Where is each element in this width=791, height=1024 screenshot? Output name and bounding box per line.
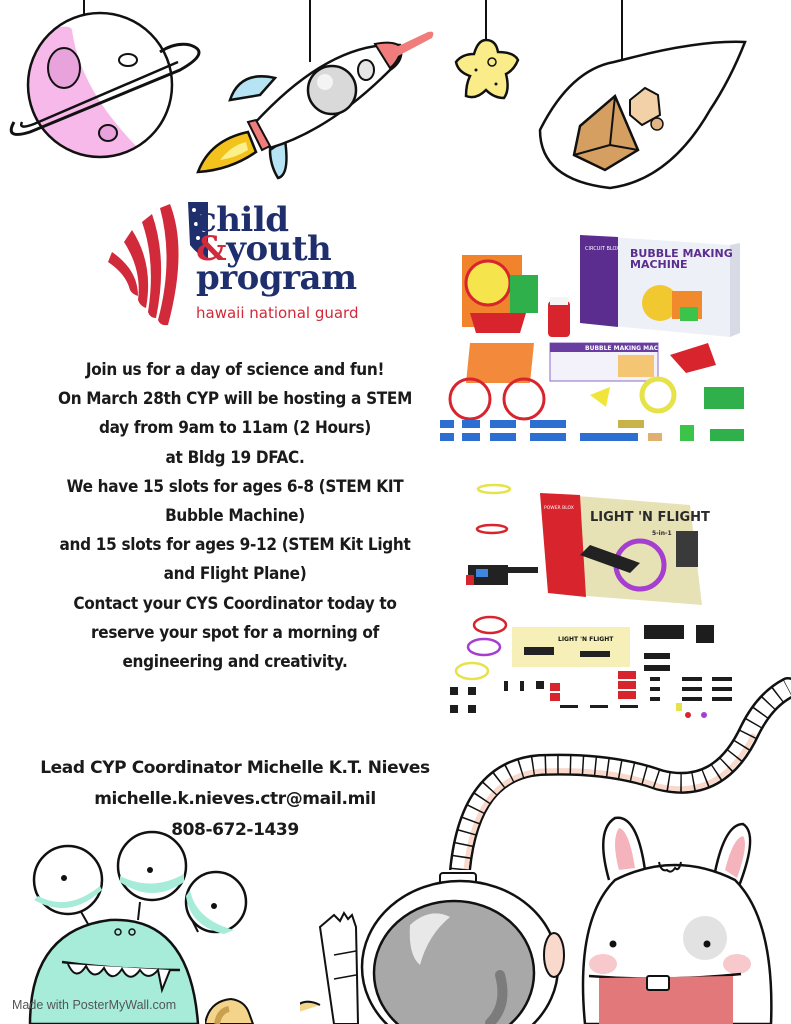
monster-illustration	[20, 820, 260, 1024]
body-line: Bubble Machine)	[165, 506, 305, 527]
bubble-machine-kit-photo	[440, 215, 780, 450]
monkey-peek-illustration	[205, 995, 275, 1024]
logo-ampersand: &	[196, 229, 227, 270]
logo-line-child: child	[196, 200, 289, 240]
event-description	[30, 356, 440, 677]
body-line: We have 15 slots for ages 6-8 (STEM KIT	[66, 476, 404, 497]
bunny-illustration	[575, 810, 791, 1024]
star-illustration	[452, 0, 532, 110]
logo-wordmark	[196, 200, 357, 299]
coordinator-name: Lead CYP Coordinator Michelle K.T. Nieves	[40, 758, 430, 778]
body-line: Join us for a day of science and fun!	[85, 360, 385, 380]
box-title: LIGHT 'N FLIGHT	[590, 510, 710, 525]
astronaut-illustration	[300, 855, 600, 1024]
manual-title: BUBBLE MAKING MACHINE	[585, 345, 675, 352]
body-line: reserve your spot for a morning of	[91, 622, 379, 643]
rocket-illustration	[190, 0, 440, 190]
body-line: and 15 slots for ages 9-12 (STEM Kit Light	[59, 535, 411, 556]
box-title-2: MACHINE	[630, 258, 688, 271]
box-brand: CIRCUIT BLOX	[585, 246, 620, 252]
flag-swoosh-icon	[108, 200, 208, 330]
meteor-illustration	[530, 0, 760, 195]
ringed-planet-illustration	[0, 0, 220, 190]
coordinator-email: michelle.k.nieves.ctr@mail.mil	[94, 789, 376, 809]
box-subtitle: 5-in-1	[652, 530, 672, 537]
watermark: Made with PosterMyWall.com	[12, 998, 177, 1012]
body-line: and Flight Plane)	[163, 564, 307, 585]
body-line: day from 9am to 11am (2 Hours)	[98, 418, 371, 439]
body-line: Contact your CYS Coordinator today to	[73, 593, 397, 614]
logo-subtitle: hawaii national guard	[196, 304, 359, 322]
body-line: at Bldg 19 DFAC.	[165, 447, 305, 468]
box-brand: POWER BLOX	[544, 506, 574, 511]
logo-word-youth: youth	[226, 229, 332, 270]
manual-title: LIGHT 'N FLIGHT	[558, 636, 614, 643]
body-line: engineering and creativity.	[122, 652, 348, 673]
coordinator-phone: 808-672-1439	[171, 820, 299, 840]
box-title-1: BUBBLE MAKING	[630, 247, 733, 260]
body-line: On March 28th CYP will be hosting a STEM	[58, 389, 412, 410]
logo-line-program: program	[196, 258, 357, 299]
cyp-logo	[108, 200, 359, 330]
